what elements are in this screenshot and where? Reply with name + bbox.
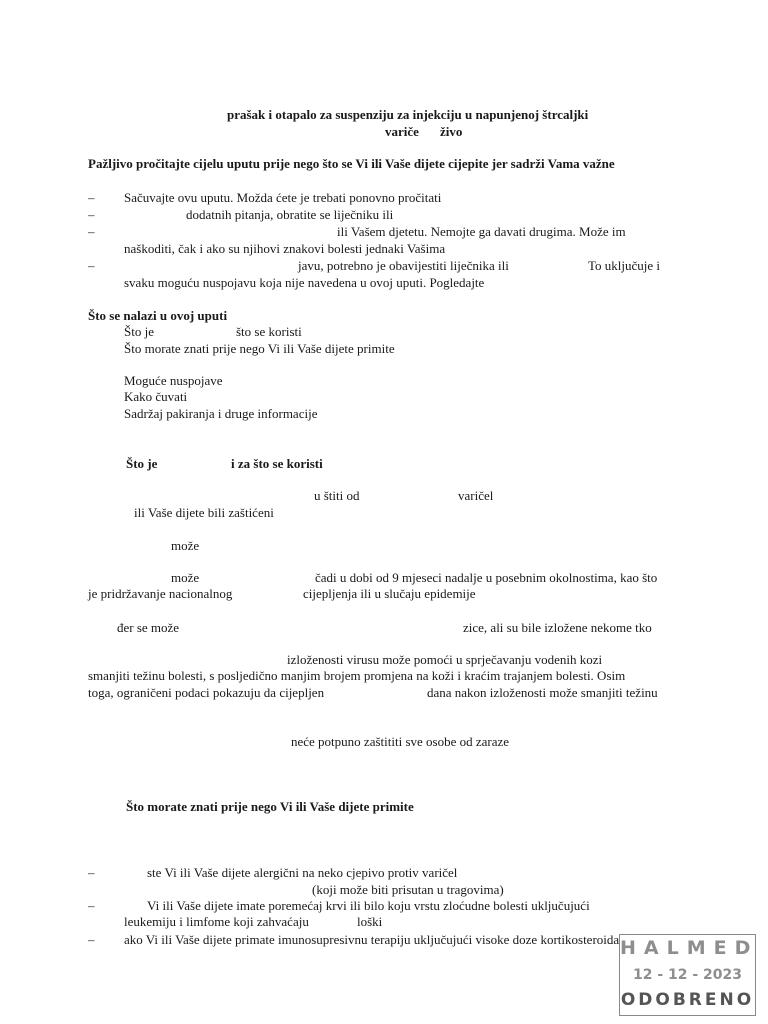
toc-item-1-part1: Što je: [124, 324, 154, 339]
header-title-line2-part2: živo: [440, 124, 463, 139]
warning-bullet-4-line2: svaku moguću nuspojavu koja nije navedena u ovoj uputi. Pogledajte: [124, 275, 485, 290]
bullet-dash: –: [88, 865, 95, 880]
section1-line-1-part1: u štiti od: [314, 488, 360, 503]
stamp-date: 12 - 12 - 2023: [632, 967, 743, 983]
toc-item-1-part2: što se koristi: [236, 324, 302, 339]
section1-line-2: ili Vaše dijete bili zaštićeni: [134, 505, 274, 520]
warning-bullet-3-line2: naškoditi, čak i ako su njihovi znakovi bolesti jednaki Vašima: [124, 241, 446, 256]
stamp-agency-name: HALMED: [620, 937, 759, 959]
bullet-dash: –: [88, 898, 95, 913]
section1-line-10: neće potpuno zaštititi sve osobe od zaraze: [291, 734, 510, 749]
section2-heading: Što morate znati prije nego Vi ili Vaše dijete primite: [126, 799, 414, 814]
bullet-dash: –: [88, 207, 95, 222]
section2-bullet-1-line2: (koji može biti prisutan u tragovima): [312, 882, 504, 897]
bullet-dash: –: [88, 190, 95, 205]
warning-bullet-1: Sačuvajte ovu uputu. Možda ćete je trebati ponovno pročitati: [124, 190, 442, 205]
warning-heading: Pažljivo pročitajte cijelu uputu prije nego što se Vi ili Vaše dijete cijepite jer sadrži Vama važne: [88, 156, 615, 171]
header-title-line1: prašak i otapalo za suspenziju za injekciju u napunjenoj štrcaljki: [227, 107, 589, 122]
toc-item-6: Sadržaj pakiranja i druge informacije: [124, 406, 318, 421]
section1-line-6-part1: đer se može: [117, 620, 180, 635]
section1-heading-part1: Što je: [126, 456, 158, 471]
toc-heading: Što se nalazi u ovoj uputi: [88, 308, 228, 323]
section1-line-7: izloženosti virusu može pomoći u sprječavanju vodenih kozi: [287, 652, 603, 667]
section2-bullet-2-line1: Vi ili Vaše dijete imate poremećaj krvi ili bilo koju vrstu zloćudne bolesti uključujući: [147, 898, 590, 913]
section1-line-1-part2: varičel: [458, 488, 494, 503]
bullet-dash: –: [88, 258, 95, 273]
section2-bullet-2-line2-part1: leukemiju i limfome koji zahvaćaju: [124, 914, 309, 929]
section1-line-4-part1: može: [171, 570, 200, 585]
toc-item-2: Što morate znati prije nego Vi ili Vaše dijete primite: [124, 341, 395, 356]
section1-line-6-part2: zice, ali su bile izložene nekome tko: [463, 620, 652, 635]
section1-line-9-part1: toga, ograničeni podaci pokazuju da cijepljen: [88, 685, 325, 700]
section2-bullet-2-line2-part2: loški: [357, 914, 383, 929]
section1-line-9-part2: dana nakon izloženosti može smanjiti težinu: [427, 685, 658, 700]
warning-bullet-2: dodatnih pitanja, obratite se liječniku ili: [186, 207, 394, 222]
bullet-dash: –: [88, 224, 95, 239]
section1-line-8: smanjiti težinu bolesti, s posljedično manjim brojem promjena na koži i kraćim trajanjem bolesti. Osim: [88, 668, 626, 683]
section1-line-5-part2: cijepljenja ili u slučaju epidemije: [303, 586, 476, 601]
warning-bullet-3-line1: ili Vašem djetetu. Nemojte ga davati drugima. Može im: [337, 224, 626, 239]
section2-bullet-3: ako Vi ili Vaše dijete primate imunosupresivnu terapiju uključujući visoke doze kortikosteroida: [124, 932, 620, 947]
toc-item-4: Moguće nuspojave: [124, 373, 223, 388]
halmed-approval-stamp: [619, 934, 759, 1016]
bullet-dash: –: [88, 932, 95, 947]
toc-item-5: Kako čuvati: [124, 389, 188, 404]
section2-bullet-1-line1: ste Vi ili Vaše dijete alergični na neko cjepivo protiv varičel: [147, 865, 458, 880]
section1-line-5-part1: je pridržavanje nacionalnog: [88, 586, 233, 601]
stamp-status: ODOBRENO: [620, 990, 755, 1010]
header-title-line2-part1: variče: [385, 124, 419, 139]
warning-bullet-4-part2: To uključuje i: [588, 258, 661, 273]
warning-bullet-4-part1: javu, potrebno je obavijestiti liječnika ili: [298, 258, 509, 273]
section1-line-3: može: [171, 538, 200, 553]
section1-heading-part2: i za što se koristi: [231, 456, 323, 471]
section1-line-4-part2: čadi u dobi od 9 mjeseci nadalje u posebnim okolnostima, kao što: [315, 570, 658, 585]
